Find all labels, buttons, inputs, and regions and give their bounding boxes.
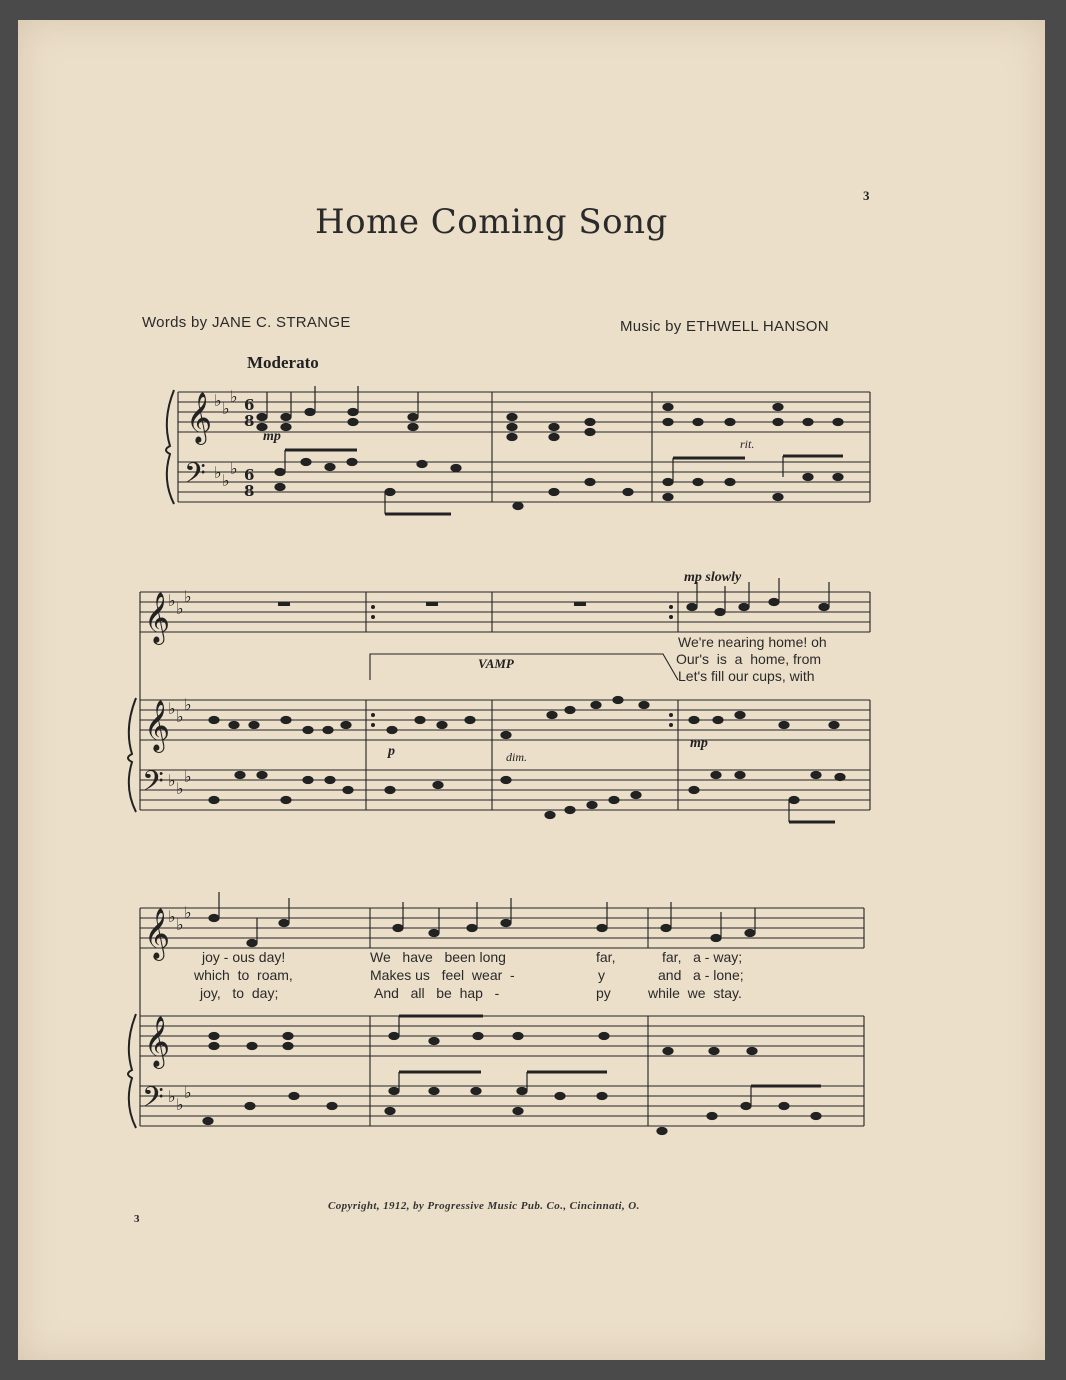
copyright-notice: Copyright, 1912, by Progressive Music Pub. Co., Cincinnati, O.: [328, 1200, 640, 1212]
svg-text:♭: ♭: [168, 771, 176, 790]
svg-text:6: 6: [244, 396, 255, 414]
svg-text:𝄞: 𝄞: [144, 1016, 171, 1067]
svg-text:𝄞: 𝄞: [144, 908, 171, 959]
svg-text:♭: ♭: [168, 699, 176, 718]
svg-text:♭: ♭: [184, 587, 192, 606]
svg-text:♭: ♭: [176, 599, 184, 618]
dynamic-p: p: [388, 744, 395, 759]
svg-text:♭: ♭: [168, 1087, 176, 1106]
svg-text:𝄞: 𝄞: [186, 392, 213, 443]
svg-text:♭: ♭: [222, 399, 230, 418]
svg-text:♭: ♭: [176, 707, 184, 726]
lyric-s3-v3-b: And all be hap -: [374, 985, 500, 1001]
lyric-s3-v1-b: We have been long: [370, 949, 506, 965]
lyric-s3-v2-b: Makes us feel wear -: [370, 967, 515, 983]
svg-text:♭: ♭: [222, 471, 230, 490]
lyric-s3-v1-c: far,: [596, 949, 616, 965]
lyric-s3-v3-a: joy, to day;: [200, 985, 279, 1001]
composer-credit: Music by ETHWELL HANSON: [620, 318, 829, 335]
dynamic-mp-1: mp: [263, 429, 281, 444]
svg-text:𝄢: 𝄢: [184, 457, 206, 497]
lyric-s3-v1-d: far, a - way;: [662, 949, 743, 965]
svg-text:♭: ♭: [184, 767, 192, 786]
svg-text:♭: ♭: [214, 463, 222, 482]
svg-text:♭: ♭: [168, 591, 176, 610]
vamp-label: VAMP: [478, 656, 514, 671]
system2-vocal-staff: [140, 592, 870, 632]
dynamic-mp-2: mp: [690, 736, 708, 751]
lyricist-credit: Words by JANE C. STRANGE: [142, 314, 351, 331]
sheet-music-page: [18, 20, 1045, 1360]
svg-text:♭: ♭: [176, 1095, 184, 1114]
lyric-line-2: Our's is a home, from: [676, 651, 822, 667]
svg-text:𝄢: 𝄢: [142, 765, 164, 805]
svg-text:8: 8: [244, 412, 255, 430]
ritardando-marking: rit.: [740, 437, 755, 451]
svg-text:♭: ♭: [176, 915, 184, 934]
svg-text:𝄢: 𝄢: [142, 1081, 164, 1121]
svg-text:𝄞: 𝄞: [144, 700, 171, 751]
svg-text:♭: ♭: [230, 459, 238, 478]
svg-text:♭: ♭: [214, 391, 222, 410]
tempo-marking: Moderato: [247, 353, 319, 372]
svg-text:6: 6: [244, 466, 255, 484]
song-title: Home Coming Song: [315, 202, 668, 242]
music-notation: [18, 20, 1045, 1360]
page-number-bottom: 3: [134, 1213, 140, 1225]
dim-marking: dim.: [506, 750, 527, 764]
page-number-top: 3: [863, 188, 870, 203]
svg-text:♭: ♭: [184, 903, 192, 922]
lyric-line-1: We're nearing home! oh: [678, 634, 827, 650]
system1-bass-staff: [178, 462, 870, 502]
svg-text:♭: ♭: [184, 1083, 192, 1102]
svg-text:♭: ♭: [176, 779, 184, 798]
svg-text:8: 8: [244, 482, 255, 500]
svg-text:♭: ♭: [230, 387, 238, 406]
svg-text:♭: ♭: [168, 907, 176, 926]
svg-text:♭: ♭: [184, 695, 192, 714]
lyric-s3-v3-d: while we stay.: [648, 985, 742, 1001]
lyric-s3-v2-d: and a - lone;: [658, 967, 744, 983]
lyric-s3-v2-a: which to roam,: [194, 967, 293, 983]
svg-text:𝄞: 𝄞: [144, 592, 171, 643]
dynamic-mp-slowly: mp slowly: [684, 570, 742, 585]
lyric-s3-v2-c: y: [598, 967, 605, 983]
lyric-s3-v3-c: py: [596, 985, 611, 1001]
lyric-line-3: Let's fill our cups, with: [678, 668, 815, 684]
lyric-s3-v1-a: joy - ous day!: [202, 949, 286, 965]
